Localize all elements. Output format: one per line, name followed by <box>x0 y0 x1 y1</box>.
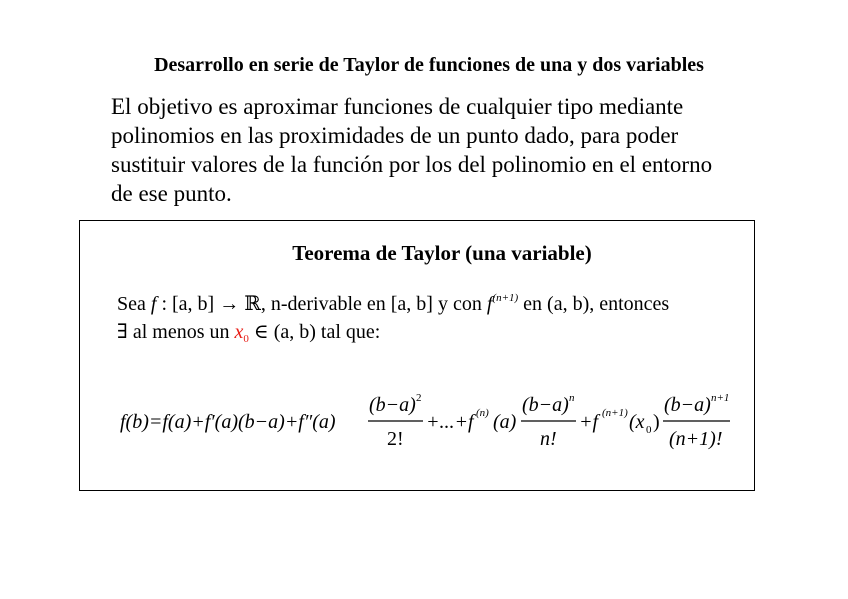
point-subscript: 0 <box>243 333 249 345</box>
derivative-order: (n+1) <box>492 292 519 304</box>
theorem-title: Teorema de Taylor (una variable) <box>292 241 592 265</box>
fraction-3-exponent: n+1 <box>711 392 730 404</box>
formula-lhs: f(b)=f(a)+f′(a)(b−a)+f″(a) <box>120 411 336 433</box>
fraction-1-exponent: 2 <box>416 392 422 404</box>
interval-text: en (a, b), entonces <box>523 293 670 315</box>
fraction-3-denominator: (n+1)! <box>669 428 723 450</box>
fraction-3-numerator: (b−a) <box>664 394 711 416</box>
theorem-statement-line-2 <box>117 319 380 352</box>
intro-paragraph <box>111 92 761 208</box>
derivative-symbol: f <box>486 293 493 315</box>
taylor-formula <box>120 383 740 463</box>
exists-text: ∃ al menos un <box>117 321 230 343</box>
taylor-formula-svg <box>120 383 740 463</box>
formula-remainder-order: (n+1) <box>602 407 628 419</box>
formula-remainder-arg-close: ) <box>653 411 660 433</box>
function-domain: : [a, b] → ℝ, n-derivable en [a, b] y con <box>161 293 482 315</box>
membership-text: ∈ (a, b) tal que: <box>253 321 381 343</box>
intro-line: polinomios en las proximidades de un punto dado, para poder <box>111 123 679 148</box>
fraction-1-numerator: (b−a) <box>369 394 416 416</box>
fraction-2-exponent: n <box>569 392 575 404</box>
formula-remainder-arg-sub: 0 <box>646 424 652 436</box>
intro-line: El objetivo es aproximar funciones de cualquier tipo mediante <box>111 94 684 119</box>
fraction-2-denominator: n! <box>540 428 557 450</box>
theorem-box <box>79 220 755 491</box>
formula-nth-order: (n) <box>476 407 489 419</box>
formula-remainder-term: +f <box>579 411 599 433</box>
formula-ellipsis-term: +...+f <box>426 411 474 433</box>
point-symbol: x <box>234 321 244 343</box>
intro-line: de ese punto. <box>111 181 232 206</box>
fraction-2-numerator: (b−a) <box>522 394 569 416</box>
sea-word: Sea <box>117 293 146 315</box>
formula-nth-arg: (a) <box>493 411 517 433</box>
intro-line: sustituir valores de la función por los del polinomio en el entorno <box>111 152 713 177</box>
fraction-1-denominator: 2! <box>387 428 404 450</box>
function-symbol: f <box>150 293 157 315</box>
page-title: Desarrollo en serie de Taylor de funciones de una y dos variables <box>154 54 704 76</box>
formula-remainder-arg: (x <box>629 411 645 433</box>
theorem-statement-line-1 <box>117 285 669 317</box>
